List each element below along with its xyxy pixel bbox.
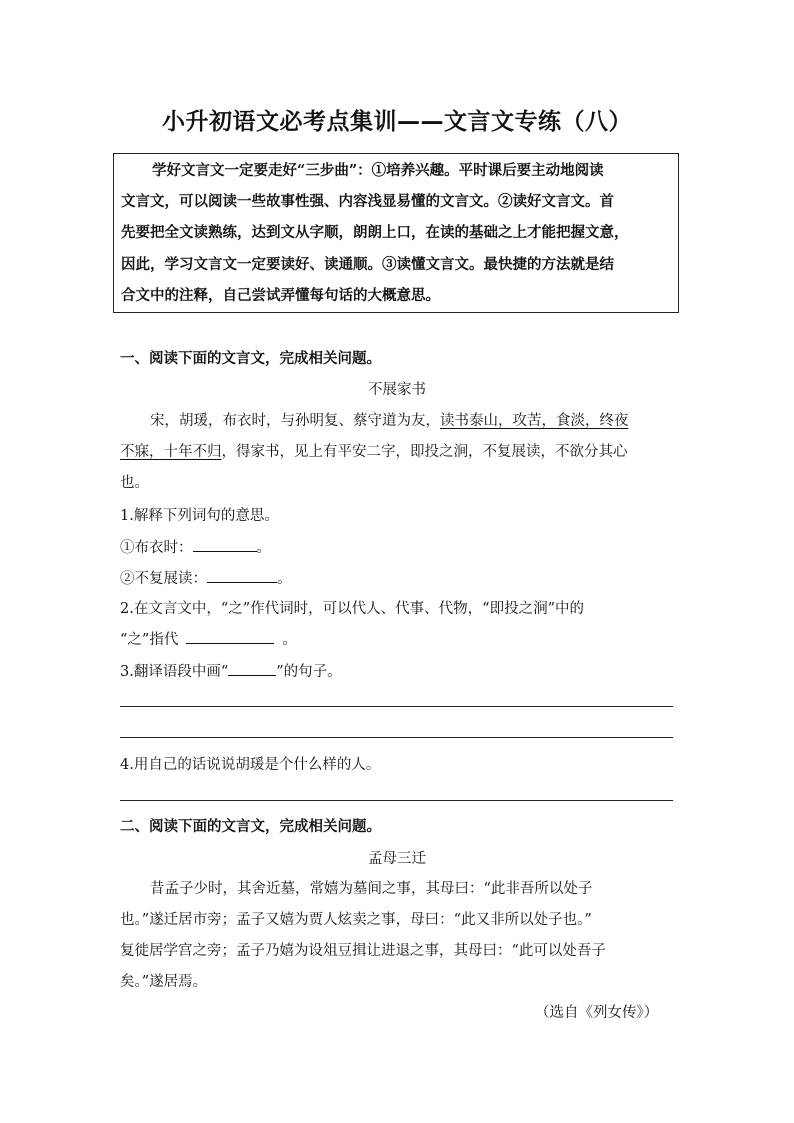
passage1-line-3: 也。 xyxy=(120,475,149,491)
answer-line[interactable] xyxy=(120,737,673,738)
passage1-underlined: 不寐，十年不归 xyxy=(120,444,222,460)
section2-heading: 二、阅读下面的文言文，完成相关问题。 xyxy=(120,818,381,835)
section1-heading: 一、阅读下面的文言文，完成相关问题。 xyxy=(120,350,381,367)
question-3 xyxy=(120,660,342,681)
sentence-end: 。 xyxy=(277,571,292,587)
sentence-end: 。 xyxy=(282,632,297,648)
intro-line-2: 文言文，可以阅读一些故事性强、内容浅显易懂的文言文。②读好文言文。首 xyxy=(121,193,614,210)
question-1a xyxy=(120,536,271,557)
question-3-text-a: 3.翻译语段中画“ xyxy=(120,664,229,680)
passage1-text: ，得家书，见上有平安二字，即投之涧，不复展读，不欲分其心 xyxy=(221,444,628,460)
passage2-source: （选自《列女传》） xyxy=(535,1005,659,1021)
answer-blank[interactable] xyxy=(207,568,277,583)
sentence-end: 。 xyxy=(256,540,271,556)
intro-line-1: 学好文言文一定要走好“三步曲”：①培养兴趣。平时课后要主动地阅读 xyxy=(152,162,604,179)
question-2-line-2 xyxy=(120,628,297,649)
question-1a-label: ①布衣时： xyxy=(120,540,193,556)
passage1-title: 不展家书 xyxy=(368,382,426,398)
question-2-line-1: 2.在文言文中，“之”作代词时，可以代人、代事、代物，“即投之涧”中的 xyxy=(120,601,584,617)
passage2-title: 孟母三迁 xyxy=(368,851,426,867)
passage2-line-4: 矣。”遂居焉。 xyxy=(120,974,208,990)
intro-line-5: 合文中的注释，自己尝试弄懂每句话的大概意思。 xyxy=(121,287,440,304)
passage1-line-2 xyxy=(120,440,628,461)
passage2-line-3: 复徙居学宫之旁；孟子乃嬉为设俎豆揖让进退之事，其母曰：“此可以处吾子 xyxy=(120,943,606,959)
answer-line[interactable] xyxy=(120,800,673,801)
passage2-line-2: 也。”遂迁居市旁；孟子又嬉为贾人炫卖之事，母曰：“此又非所以处子也。” xyxy=(120,912,592,928)
question-4: 4.用自己的话说说胡瑗是个什么样的人。 xyxy=(120,757,381,773)
question-2-label: “之”指代 xyxy=(120,632,179,648)
page-title: 小升初语文必考点集训——文言文专练（八） xyxy=(162,109,632,135)
intro-line-3: 先要把全文读熟练，达到文从字顺，朗朗上口，在读的基础之上才能把握文意， xyxy=(121,224,629,241)
passage1-underlined: 读书泰山，攻苦，食淡，终夜 xyxy=(440,413,629,429)
question-1b-label: ②不复展读： xyxy=(120,571,207,587)
underline-sample xyxy=(228,661,276,676)
passage1-text: 宋，胡瑗，布衣时，与孙明复、蔡守道为友， xyxy=(150,413,440,429)
question-1: 1.解释下列词句的意思。 xyxy=(120,508,279,524)
question-1b xyxy=(120,567,292,588)
answer-blank[interactable] xyxy=(186,629,274,644)
passage1-line-1 xyxy=(150,409,629,430)
passage2-line-1: 昔孟子少时，其舍近墓，常嬉为墓间之事，其母曰：“此非吾所以处子 xyxy=(150,881,593,897)
intro-line-4: 因此，学习文言文一定要读好、读通顺。③读懂文言文。最快捷的方法就是结 xyxy=(121,256,614,273)
answer-line[interactable] xyxy=(120,706,673,707)
answer-blank[interactable] xyxy=(193,537,257,552)
question-3-text-b: ”的句子。 xyxy=(276,664,342,680)
